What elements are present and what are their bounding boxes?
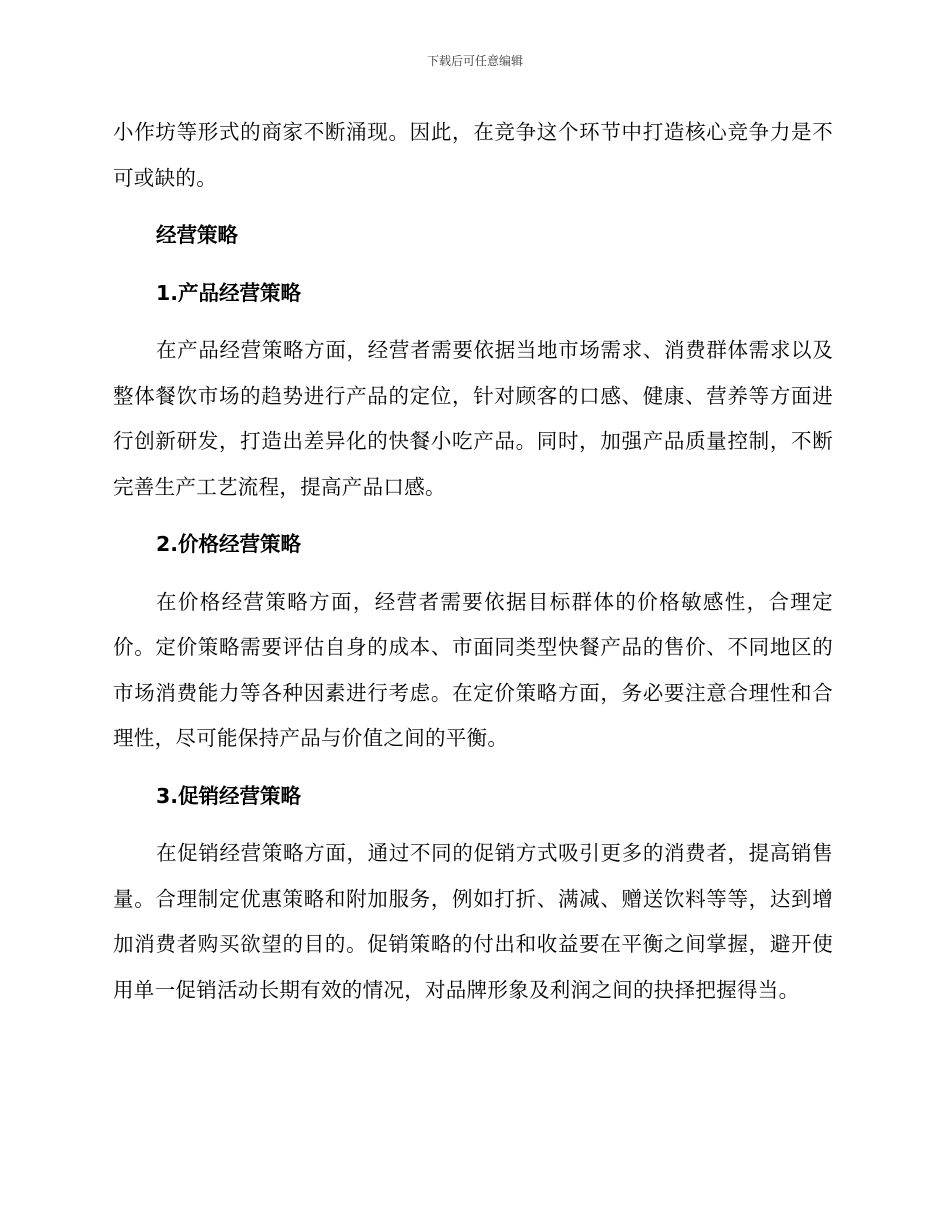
page-header: 下载后可任意编辑 (426, 54, 523, 68)
section-title: 经营策略 (156, 223, 238, 247)
paragraph-product-strategy: 在产品经营策略方面，经营者需要依据当地市场需求、消费群体需求以及整体餐饮市场的趋势进行产品的定位，针对顾客的口感、健康、营养等方面进行创新研发，打造出差异化的快餐小吃产品。同时，加强产品质量控制，不断完善生产工艺流程，提高产品口感。 (113, 338, 833, 499)
subsection-heading-promotion: 3.促销经营策略 (156, 783, 302, 808)
document-body (113, 110, 833, 1013)
paragraph-price-strategy: 在价格经营策略方面，经营者需要依据目标群体的价格敏感性，合理定价。定价策略需要评估自身的成本、市面同类型快餐产品的售价、不同地区的市场消费能力等各种因素进行考虑。在定价策略方面，务必要注意合理性和合理性，尽可能保持产品与价值之间的平衡。 (113, 589, 833, 750)
subsection-heading-product: 1.产品经营策略 (156, 280, 302, 305)
continuation-paragraph: 小作坊等形式的商家不断涌现。因此，在竞争这个环节中打造核心竞争力是不可或缺的。 (113, 120, 833, 190)
paragraph-promotion-strategy: 在促销经营策略方面，通过不同的促销方式吸引更多的消费者，提高销售量。合理制定优惠策略和附加服务，例如打折、满减、赠送饮料等等，达到增加消费者购买欲望的目的。促销策略的付出和收益要在平衡之间掌握，避开使用单一促销活动长期有效的情况，对品牌形象及利润之间的抉择把握得当。 (113, 841, 833, 1002)
subsection-heading-price: 2.价格经营策略 (156, 532, 302, 556)
